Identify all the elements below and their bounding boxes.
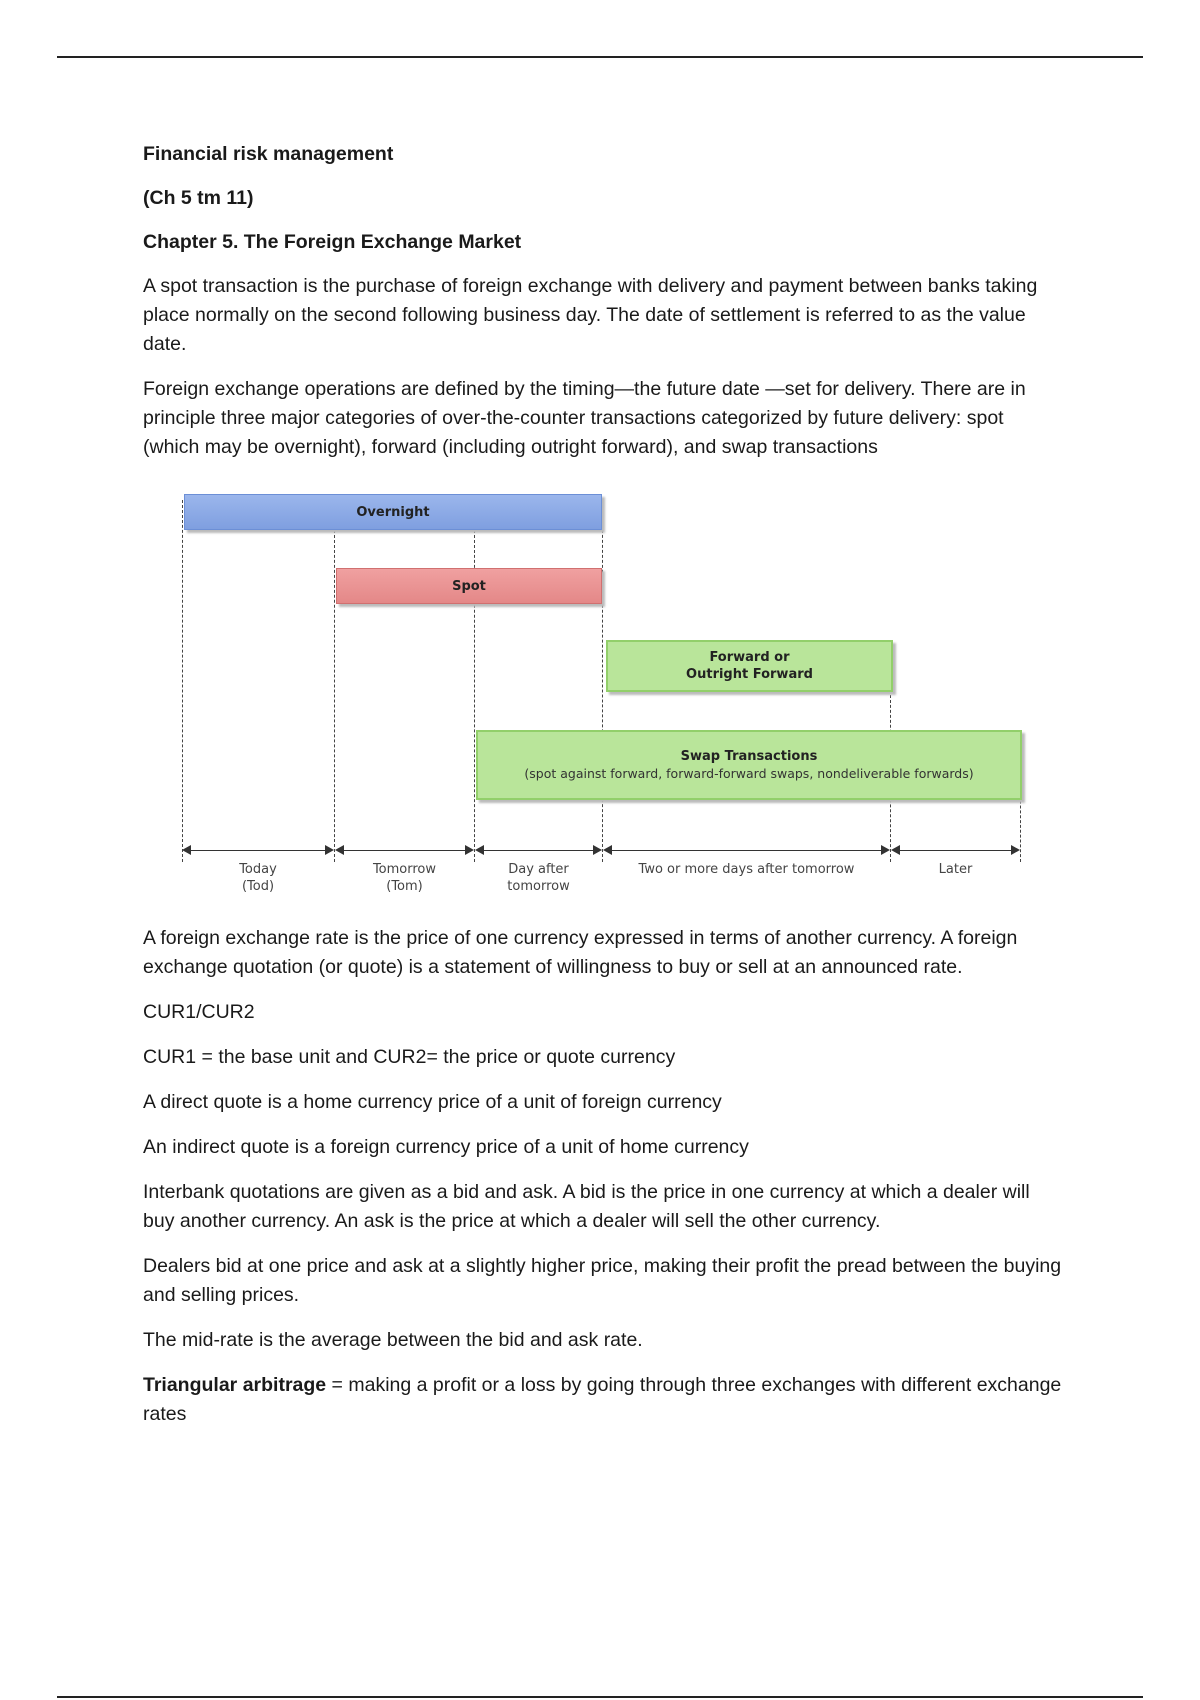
arrow-two-or-more [605,850,888,851]
paragraph-operations: Foreign exchange operations are defined by the timing—the future date —set for delivery. There are in principle three major categories of over-the-counter transactions categorized by future delivery: spot (which may be overnight), forward (including outright forward), and swap transactions [143,378,1026,458]
document-body [143,140,1063,478]
paragraph-rate: A foreign exchange rate is the price of one currency expressed in terms of another currency. A foreign exchange quotation (or quote) is a statement of willingness to buy or sell at an announced rate. [143,927,1018,978]
overnight-label: Overnight [356,504,430,520]
timeline-label-two-or-more [605,861,888,878]
timeline-today-line2: (Tod) [241,879,275,894]
bottom-rule [57,1696,1143,1698]
document-body-continued [143,924,1063,1445]
swap-label: Swap Transactions [680,749,818,764]
timeline-later-line1: Later [938,862,973,877]
swap-bar [476,730,1022,800]
triangular-definition: = making a profit or a loss by going through three exchanges with different exchange rates [143,1374,1062,1425]
direct-quote: A direct quote is a home currency price of a unit of foreign currency [143,1091,722,1113]
paragraph-spot: A spot transaction is the purchase of foreign exchange with delivery and payment between banks taking place normally on the second following business day. The date of settlement is referred to as the value date. [143,275,1038,355]
guide-line-spot-date [602,500,603,862]
doc-title: Financial risk management [143,143,394,165]
forward-label-line1: Forward or [709,650,790,665]
arrow-today [184,850,332,851]
triangular-term: Triangular arbitrage [143,1374,327,1396]
currency-pair: CUR1/CUR2 [143,1001,255,1023]
arrow-day-after [477,850,600,851]
guide-line-today [182,500,183,862]
chapter-heading: Chapter 5. The Foreign Exchange Market [143,231,522,253]
paragraph-interbank: Interbank quotations are given as a bid and ask. A bid is the price in one currency at which a dealer will buy another currency. An ask is the price at which a dealer will sell the other currency. [143,1181,1030,1232]
paragraph-dealers: Dealers bid at one price and ask at a slightly higher price, making their profit the pread between the buying and selling prices. [143,1255,1062,1306]
arrow-later [893,850,1018,851]
guide-line-tomorrow [334,530,335,862]
timeline-day-after-line2: tomorrow [507,879,570,894]
timeline-tomorrow-line1: Tomorrow [372,862,437,877]
overnight-bar [184,494,602,530]
currency-pair-definition: CUR1 = the base unit and CUR2= the price or quote currency [143,1046,676,1068]
timeline-label-day-after [477,861,600,895]
forward-label-line2: Outright Forward [686,667,813,682]
timeline-label-later [893,861,1018,878]
forward-bar [606,640,893,692]
timeline-label-tomorrow [337,861,472,895]
indirect-quote: An indirect quote is a foreign currency price of a unit of home currency [143,1136,749,1158]
timeline-today-line1: Today [239,862,277,877]
arrow-tomorrow [337,850,472,851]
spot-label: Spot [452,578,486,594]
spot-bar [336,568,602,604]
timeline-day-after-line1: Day after [508,862,569,877]
swap-sublabel: (spot against forward, forward-forward swaps, nondeliverable forwards) [524,766,974,781]
fx-transaction-timeline-diagram [170,486,1030,906]
top-rule [57,56,1143,58]
paragraph-triangular [143,1371,1063,1429]
timeline-label-today [184,861,332,895]
doc-subtitle: (Ch 5 tm 11) [143,187,254,209]
timeline-tomorrow-line2: (Tom) [386,879,423,894]
paragraph-midrate: The mid-rate is the average between the bid and ask rate. [143,1329,643,1351]
timeline-two-or-more-line1: Two or more days after tomorrow [638,862,855,877]
